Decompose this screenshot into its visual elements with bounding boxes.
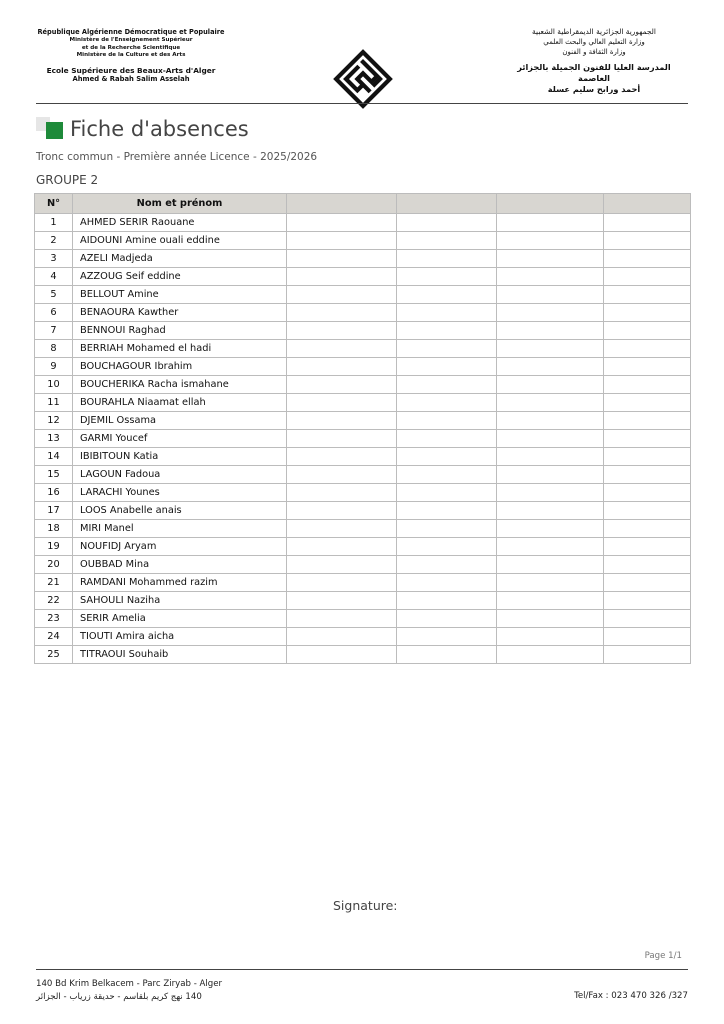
attendance-cell: [497, 412, 604, 430]
header-ministry-culture: Ministère de la Culture et des Arts: [76, 52, 186, 58]
attendance-cell: [497, 484, 604, 502]
attendance-cell: [397, 250, 497, 268]
attendance-cell: [287, 574, 397, 592]
row-number: 18: [35, 520, 73, 538]
student-name: RAMDANI Mohammed razim: [73, 574, 287, 592]
attendance-cell: [497, 232, 604, 250]
attendance-cell: [397, 214, 497, 232]
table-row: [35, 340, 691, 358]
attendance-cell: [604, 520, 691, 538]
header-right-block: [500, 26, 688, 95]
attendance-cell: [497, 430, 604, 448]
attendance-cell: [287, 412, 397, 430]
group-label: GROUPE 2: [36, 173, 99, 187]
table-row: [35, 250, 691, 268]
attendance-cell: [397, 376, 497, 394]
attendance-cell: [604, 394, 691, 412]
attendance-cell: [287, 376, 397, 394]
table-row: [35, 610, 691, 628]
table-row: [35, 556, 691, 574]
attendance-cell: [604, 340, 691, 358]
attendance-cell: [397, 574, 497, 592]
column-header-blank: [287, 194, 397, 214]
attendance-cell: [287, 484, 397, 502]
header-school-founders-ar: أحمد ورابح سليم عسلة: [547, 84, 641, 94]
attendance-cell: [604, 538, 691, 556]
student-name: SERIR Amelia: [73, 610, 287, 628]
column-header-name: Nom et prénom: [73, 194, 287, 214]
attendance-cell: [604, 610, 691, 628]
attendance-cell: [287, 592, 397, 610]
attendance-cell: [287, 214, 397, 232]
student-name: BERRIAH Mohamed el hadi: [73, 340, 287, 358]
header-school-name: Ecole Supérieure des Beaux-Arts d'Alger: [46, 65, 216, 75]
column-header-blank: [604, 194, 691, 214]
table-row: [35, 376, 691, 394]
attendance-cell: [287, 358, 397, 376]
attendance-cell: [497, 502, 604, 520]
signature-label: Signature:: [333, 898, 398, 913]
attendance-cell: [497, 466, 604, 484]
header-republic: République Algérienne Démocratique et Populaire: [37, 28, 225, 36]
attendance-cell: [397, 646, 497, 664]
table-row: [35, 484, 691, 502]
table-row: [35, 628, 691, 646]
attendance-cell: [397, 628, 497, 646]
row-number: 3: [35, 250, 73, 268]
attendance-cell: [287, 232, 397, 250]
student-name: TITRAOUI Souhaib: [73, 646, 287, 664]
header-left-block: [36, 28, 226, 84]
header-ministry-higher-ed-ar: وزارة التعليم العالي والبحث العلمي: [543, 38, 645, 46]
attendance-cell: [287, 340, 397, 358]
table-row: [35, 304, 691, 322]
table-row: [35, 646, 691, 664]
attendance-cell: [287, 538, 397, 556]
student-name: BENNOUI Raghad: [73, 322, 287, 340]
footer-divider: [36, 969, 688, 970]
student-name: TIOUTI Amira aicha: [73, 628, 287, 646]
attendance-cell: [497, 340, 604, 358]
attendance-cell: [397, 484, 497, 502]
attendance-table: [34, 193, 691, 664]
row-number: 7: [35, 322, 73, 340]
attendance-cell: [604, 448, 691, 466]
attendance-cell: [604, 592, 691, 610]
attendance-cell: [287, 250, 397, 268]
row-number: 22: [35, 592, 73, 610]
attendance-cell: [604, 574, 691, 592]
page-number: Page 1/1: [644, 951, 682, 961]
course-subtitle: Tronc commun - Première année Licence - 2025/2026: [36, 151, 318, 163]
footer-address-ar: 140 نهج كريم بلقاسم - حديقة زرياب - الجزائر: [36, 992, 202, 1002]
attendance-cell: [497, 394, 604, 412]
attendance-cell: [604, 466, 691, 484]
attendance-cell: [497, 268, 604, 286]
attendance-cell: [397, 232, 497, 250]
student-name: AHMED SERIR Raouane: [73, 214, 287, 232]
student-name: LAGOUN Fadoua: [73, 466, 287, 484]
title-decoration-green-square: [46, 122, 63, 139]
attendance-cell: [497, 538, 604, 556]
row-number: 1: [35, 214, 73, 232]
row-number: 10: [35, 376, 73, 394]
header-school-founders: Ahmed & Rabah Salim Asselah: [72, 75, 190, 83]
attendance-cell: [397, 322, 497, 340]
table-row: [35, 412, 691, 430]
attendance-cell: [397, 466, 497, 484]
attendance-cell: [604, 322, 691, 340]
attendance-cell: [604, 232, 691, 250]
student-name: DJEMIL Ossama: [73, 412, 287, 430]
student-name: BOUCHERIKA Racha ismahane: [73, 376, 287, 394]
attendance-cell: [287, 448, 397, 466]
student-name: BENAOURA Kawther: [73, 304, 287, 322]
row-number: 13: [35, 430, 73, 448]
row-number: 12: [35, 412, 73, 430]
attendance-cell: [397, 520, 497, 538]
attendance-cell: [397, 610, 497, 628]
header-school-name-ar: المدرسة العليا للفنون الجميلة بالجزائر العاصمة: [517, 62, 671, 83]
attendance-cell: [604, 358, 691, 376]
header-ministry-research: et de la Recherche Scientifique: [81, 44, 181, 51]
table-row: [35, 592, 691, 610]
attendance-cell: [287, 610, 397, 628]
row-number: 23: [35, 610, 73, 628]
table-row: [35, 502, 691, 520]
attendance-cell: [497, 628, 604, 646]
student-name: SAHOULI Naziha: [73, 592, 287, 610]
row-number: 15: [35, 466, 73, 484]
row-number: 9: [35, 358, 73, 376]
row-number: 14: [35, 448, 73, 466]
attendance-cell: [397, 538, 497, 556]
column-header-number: N°: [35, 194, 73, 214]
row-number: 17: [35, 502, 73, 520]
attendance-cell: [397, 286, 497, 304]
attendance-cell: [497, 520, 604, 538]
page-title: Fiche d'absences: [70, 117, 249, 141]
attendance-cell: [397, 502, 497, 520]
attendance-cell: [497, 250, 604, 268]
row-number: 2: [35, 232, 73, 250]
attendance-cell: [497, 646, 604, 664]
attendance-cell: [604, 304, 691, 322]
student-name: BOUCHAGOUR Ibrahim: [73, 358, 287, 376]
attendance-cell: [497, 556, 604, 574]
attendance-cell: [397, 340, 497, 358]
student-name: LARACHI Younes: [73, 484, 287, 502]
attendance-cell: [497, 304, 604, 322]
attendance-cell: [497, 322, 604, 340]
table-row: [35, 520, 691, 538]
column-header-blank: [397, 194, 497, 214]
row-number: 25: [35, 646, 73, 664]
row-number: 19: [35, 538, 73, 556]
table-row: [35, 430, 691, 448]
attendance-cell: [604, 376, 691, 394]
header-republic-ar: الجمهورية الجزائرية الديمقراطية الشعبية: [532, 27, 656, 36]
attendance-cell: [604, 628, 691, 646]
attendance-cell: [287, 430, 397, 448]
row-number: 16: [35, 484, 73, 502]
student-name: AZZOUG Seif eddine: [73, 268, 287, 286]
attendance-cell: [287, 646, 397, 664]
attendance-cell: [287, 520, 397, 538]
table-row: [35, 538, 691, 556]
attendance-cell: [497, 376, 604, 394]
header-ministry-higher-ed: Ministère de l'Enseignement Supérieur: [69, 37, 193, 43]
attendance-cell: [397, 394, 497, 412]
attendance-cell: [287, 556, 397, 574]
row-number: 5: [35, 286, 73, 304]
table-row: [35, 286, 691, 304]
table-row: [35, 466, 691, 484]
row-number: 24: [35, 628, 73, 646]
footer-tel-fax: Tel/Fax : 023 470 326 /327: [574, 991, 688, 1001]
table-row: [35, 214, 691, 232]
row-number: 11: [35, 394, 73, 412]
attendance-cell: [287, 466, 397, 484]
attendance-cell: [397, 358, 497, 376]
attendance-cell: [604, 250, 691, 268]
attendance-cell: [287, 322, 397, 340]
attendance-cell: [604, 268, 691, 286]
table-row: [35, 232, 691, 250]
attendance-cell: [397, 268, 497, 286]
attendance-cell: [604, 286, 691, 304]
attendance-cell: [287, 502, 397, 520]
attendance-cell: [397, 430, 497, 448]
attendance-cell: [497, 214, 604, 232]
row-number: 20: [35, 556, 73, 574]
attendance-cell: [397, 304, 497, 322]
attendance-cell: [497, 574, 604, 592]
column-header-blank: [497, 194, 604, 214]
attendance-cell: [604, 430, 691, 448]
row-number: 6: [35, 304, 73, 322]
student-name: AIDOUNI Amine ouali eddine: [73, 232, 287, 250]
row-number: 21: [35, 574, 73, 592]
table-header-row: [35, 194, 691, 214]
row-number: 4: [35, 268, 73, 286]
attendance-cell: [287, 394, 397, 412]
attendance-cell: [397, 556, 497, 574]
attendance-cell: [287, 268, 397, 286]
student-name: IBIBITOUN Katia: [73, 448, 287, 466]
attendance-cell: [397, 448, 497, 466]
table-row: [35, 448, 691, 466]
row-number: 8: [35, 340, 73, 358]
table-row: [35, 358, 691, 376]
table-row: [35, 574, 691, 592]
student-name: NOUFIDJ Aryam: [73, 538, 287, 556]
table-row: [35, 394, 691, 412]
attendance-cell: [604, 502, 691, 520]
attendance-cell: [497, 448, 604, 466]
student-name: MIRI Manel: [73, 520, 287, 538]
attendance-cell: [497, 358, 604, 376]
attendance-cell: [287, 286, 397, 304]
attendance-cell: [604, 214, 691, 232]
student-name: BOURAHLA Niaamat ellah: [73, 394, 287, 412]
student-name: LOOS Anabelle anais: [73, 502, 287, 520]
table-row: [35, 322, 691, 340]
attendance-cell: [604, 412, 691, 430]
header-ministry-culture-ar: وزارة الثقافة و الفنون: [562, 48, 626, 56]
attendance-cell: [497, 610, 604, 628]
footer-address-fr: 140 Bd Krim Belkacem - Parc Ziryab - Alger: [36, 979, 223, 989]
student-name: OUBBAD Mina: [73, 556, 287, 574]
attendance-cell: [287, 304, 397, 322]
attendance-cell: [397, 592, 497, 610]
attendance-cell: [497, 286, 604, 304]
header-divider: [36, 103, 688, 104]
attendance-cell: [497, 592, 604, 610]
attendance-cell: [604, 484, 691, 502]
attendance-cell: [604, 646, 691, 664]
student-name: AZELI Madjeda: [73, 250, 287, 268]
footer-address: [36, 978, 222, 1004]
attendance-cell: [604, 556, 691, 574]
student-name: BELLOUT Amine: [73, 286, 287, 304]
attendance-cell: [287, 628, 397, 646]
attendance-cell: [397, 412, 497, 430]
student-name: GARMI Youcef: [73, 430, 287, 448]
table-row: [35, 268, 691, 286]
